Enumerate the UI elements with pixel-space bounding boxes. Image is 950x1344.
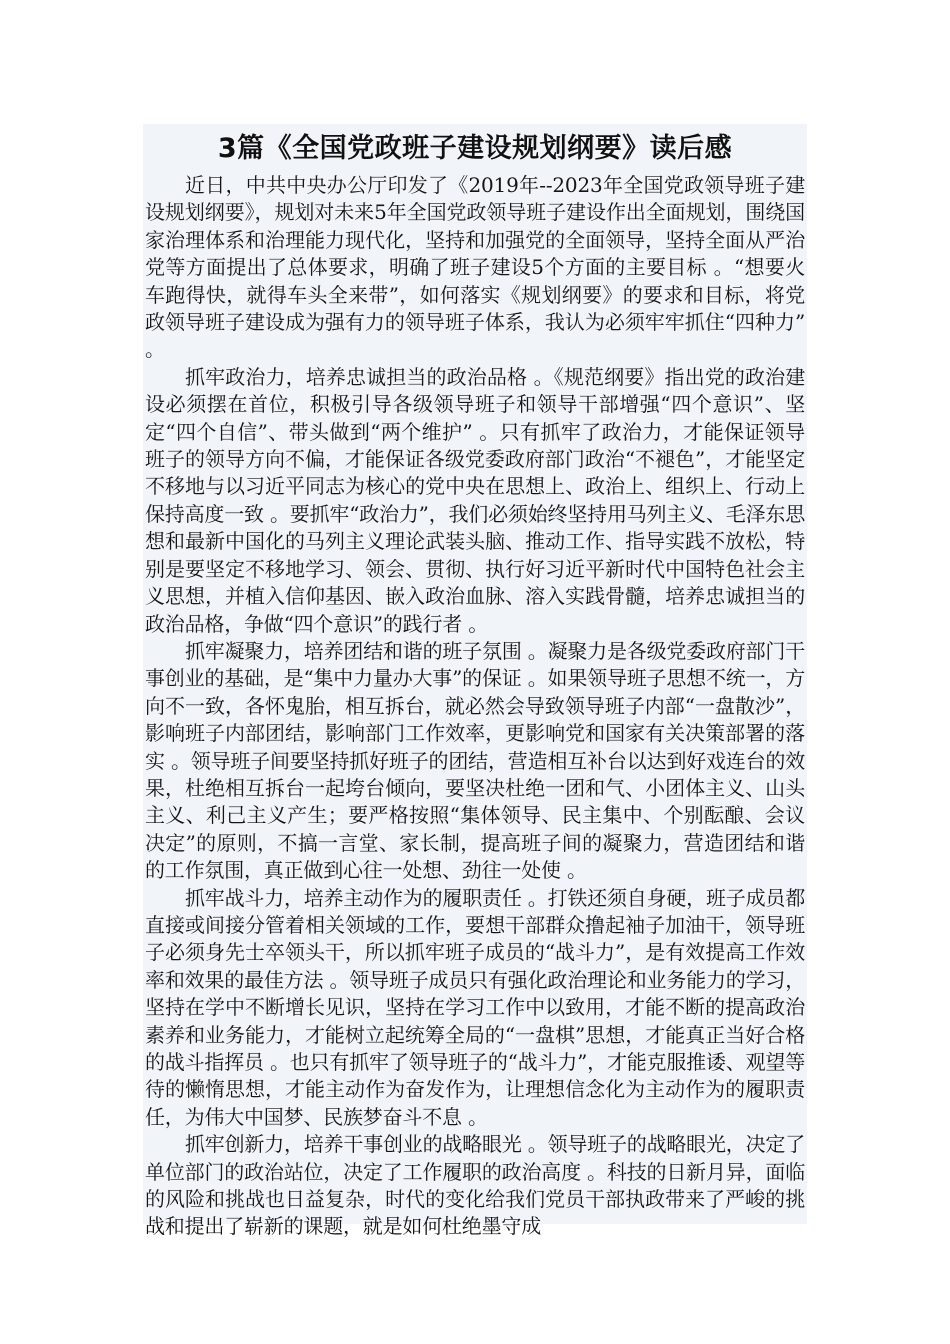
paragraph-cohesion: 抓牢凝聚力，培养团结和谐的班子氛围 。凝聚力是各级党委政府部门干事创业的基础，是“集中力量办大事”的保证 。如果领导班子思想不统一，方向不一致，各怀鬼胎，相互拆台，就必然会导致领导班子内部“一盘散沙”，影响班子内部团结，影响部门工作效率，更影响党和国家有关决策部署的落实 。领导班子间要坚持抓好班子的团结，营造相互补台以达到好戏连台的效果，杜绝相互拆台一起垮台倾向，要坚决杜绝一团和气、小团体主义、山头主义、利己主义产生；要严格按照“集体领导、民主集中、个别酝酿、会议决定”的原则，不搞一言堂、家长制，提高班子间的凝聚力，营造团结和谐的工作氛围，真正做到心往一处想、劲往一处使 。 [145, 638, 805, 883]
paragraph-intro: 近日，中共中央办公厅印发了《2019年--2023年全国党政领导班子建设规划纲要》，规划对未来5年全国党政领导班子建设作出全面规划，围绕国家治理体系和治理能力现代化，坚持和加强党的全面领导，坚持全面从严治党等方面提出了总体要求，明确了班子建设5个方面的主要目标 。“想要火车跑得快，就得车头全来带”，如何落实《规划纲要》的要求和目标，将党政领导班子建设成为强有力的领导班子体系，我认为必须牢牢抓住“四种力” 。 [145, 173, 805, 362]
document-title: 3篇《全国党政班子建设规划纲要》读后感 [217, 133, 733, 164]
document-page [143, 124, 807, 1239]
paragraph-combat-effectiveness: 抓牢战斗力，培养主动作为的履职责任 。打铁还须自身硬，班子成员都直接或间接分管着相关领域的工作，要想干部群众撸起袖子加油干，领导班子必须身先士卒领头干，所以抓牢班子成员的“战斗力”，是有效提高工作效率和效果的最佳方法 。领导班子成员只有强化政治理论和业务能力的学习，坚持在学中不断增长见识，坚持在学习工作中以致用，才能不断的提高政治素养和业务能力，才能树立起统筹全局的“一盘棋”思想，才能真正当好合格的战斗指挥员 。也只有抓牢了领导班子的“战斗力”，才能克服推诿、观望等待的懒惰思想，才能主动作为奋发作为，让理想信念化为主动作为的履职责任，为伟大中国梦、民族梦奋斗不息 。 [145, 885, 805, 1129]
document-body [143, 172, 807, 1241]
paragraph-political-power: 抓牢政治力，培养忠诚担当的政治品格 。《规范纲要》指出党的政治建设必须摆在首位，积极引导各级领导班子和领导干部增强“四个意识”、坚定“四个自信”、带头做到“两个维护” 。只有抓牢了政治力，才能保证领导班子的领导方向不偏，才能保证各级党委政府部门政治“不褪色”，才能坚定不移地与以习近平同志为核心的党中央在思想上、政治上、组织上、行动上保持高度一致 。要抓牢“政治力”，我们必须始终坚持用马列主义、毛泽东思想和最新中国化的马列主义理论武装头脑、推动工作、指导实践不放松，特别是要坚定不移地学习、领会、贯彻、执行好习近平新时代中国特色社会主义思想，并植入信仰基因、嵌入政治血脉、溶入实践骨髓，培养忠诚担当的政治品格，争做“四个意识”的践行者 。 [145, 364, 805, 636]
paragraph-innovation: 抓牢创新力，培养干事创业的战略眼光 。领导班子的战略眼光，决定了单位部门的政治站位，决定了工作履职的政治高度 。科技的日新月异，面临的风险和挑战也日益复杂，时代的变化给我们党员干部执政带来了严峻的挑战和提出了崭新的课题，就是如何杜绝墨守成 [145, 1132, 805, 1239]
